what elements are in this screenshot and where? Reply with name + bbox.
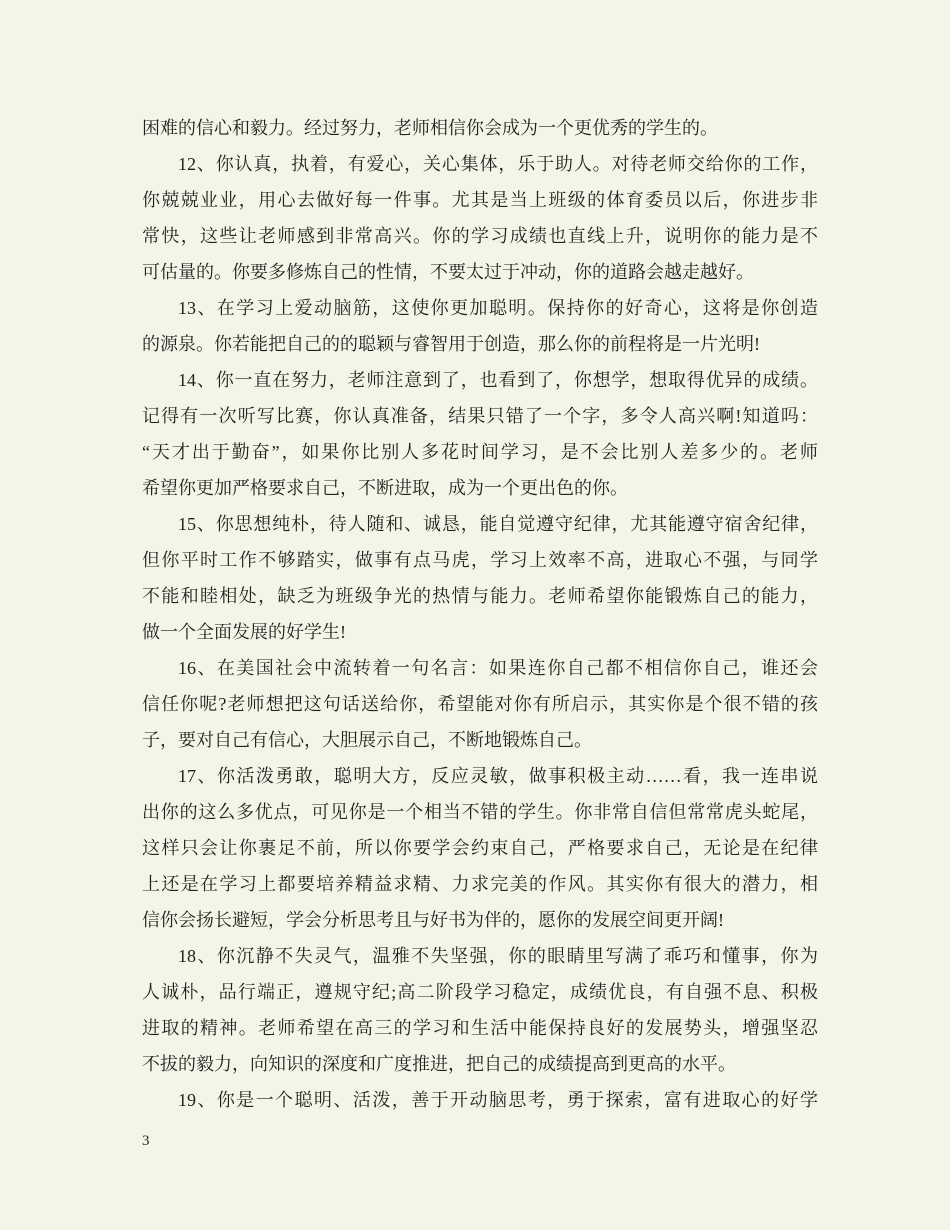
text-line: 困难的信心和毅力。经过努力，老师相信你会成为一个更优秀的学生的。 xyxy=(142,118,718,138)
document-body xyxy=(142,110,818,1118)
text-line: “天才出于勤奋”，如果你比别人多花时间学习，是不会比别人差多少的。老师 xyxy=(142,442,818,462)
text-line: 17、你活泼勇敢，聪明大方，反应灵敏，做事积极主动……看，我一连串说 xyxy=(178,766,818,786)
text-line: 16、在美国社会中流转着一句名言：如果连你自己都不相信你自己，谁还会 xyxy=(178,658,818,678)
text-line: 常快，这些让老师感到非常高兴。你的学习成绩也直线上升，说明你的能力是不 xyxy=(142,226,818,246)
text-line: 12、你认真，执着，有爱心，关心集体，乐于助人。对待老师交给你的工作， xyxy=(178,154,818,174)
text-line: 上还是在学习上都要培养精益求精、力求完美的作风。其实你有很大的潜力，相 xyxy=(142,874,818,894)
page-number: 3 xyxy=(142,1133,150,1149)
text-line: 的源泉。你若能把自己的的聪颖与睿智用于创造，那么你的前程将是一片光明! xyxy=(142,334,760,354)
text-line: 信你会扬长避短，学会分析思考且与好书为伴的，愿你的发展空间更开阔! xyxy=(142,910,724,930)
text-line: 希望你更加严格要求自己，不断进取，成为一个更出色的你。 xyxy=(142,478,628,498)
text-line: 19、你是一个聪明、活泼，善于开动脑思考，勇于探索，富有进取心的好学 xyxy=(178,1090,818,1110)
text-line: 你兢兢业业，用心去做好每一件事。尤其是当上班级的体育委员以后，你进步非 xyxy=(142,190,818,210)
text-line: 14、你一直在努力，老师注意到了，也看到了，你想学，想取得优异的成绩。 xyxy=(178,370,818,390)
text-line: 子，要对自己有信心，大胆展示自己，不断地锻炼自己。 xyxy=(142,730,592,750)
text-line: 人诚朴，品行端正，遵规守纪;高二阶段学习稳定，成绩优良，有自强不息、积极 xyxy=(142,982,818,1002)
text-line: 出你的这么多优点，可见你是一个相当不错的学生。你非常自信但常常虎头蛇尾， xyxy=(142,802,818,822)
text-line: 这样只会让你裹足不前，所以你要学会约束自己，严格要求自己，无论是在纪律 xyxy=(142,838,818,858)
text-line: 信任你呢?老师想把这句话送给你，希望能对你有所启示，其实你是个很不错的孩 xyxy=(142,694,818,714)
text-line: 进取的精神。老师希望在高三的学习和生活中能保持良好的发展势头，增强坚忍 xyxy=(142,1018,818,1038)
text-line: 不拔的毅力，向知识的深度和广度推进，把自己的成绩提高到更高的水平。 xyxy=(142,1054,736,1074)
text-line: 可估量的。你要多修炼自己的性情，不要太过于冲动，你的道路会越走越好。 xyxy=(142,262,754,282)
text-line: 13、在学习上爱动脑筋，这使你更加聪明。保持你的好奇心，这将是你创造 xyxy=(178,298,818,318)
text-line: 18、你沉静不失灵气，温雅不失坚强，你的眼睛里写满了乖巧和懂事，你为 xyxy=(178,946,818,966)
text-line: 但你平时工作不够踏实，做事有点马虎，学习上效率不高，进取心不强，与同学 xyxy=(142,550,818,570)
text-line: 不能和睦相处，缺乏为班级争光的热情与能力。老师希望你能锻炼自己的能力， xyxy=(142,586,818,606)
text-line: 记得有一次听写比赛，你认真准备，结果只错了一个字，多令人高兴啊!知道吗： xyxy=(142,406,818,426)
text-line: 15、你思想纯朴，待人随和、诚恳，能自觉遵守纪律，尤其能遵守宿舍纪律， xyxy=(178,514,818,534)
text-line: 做一个全面发展的好学生! xyxy=(142,622,346,642)
